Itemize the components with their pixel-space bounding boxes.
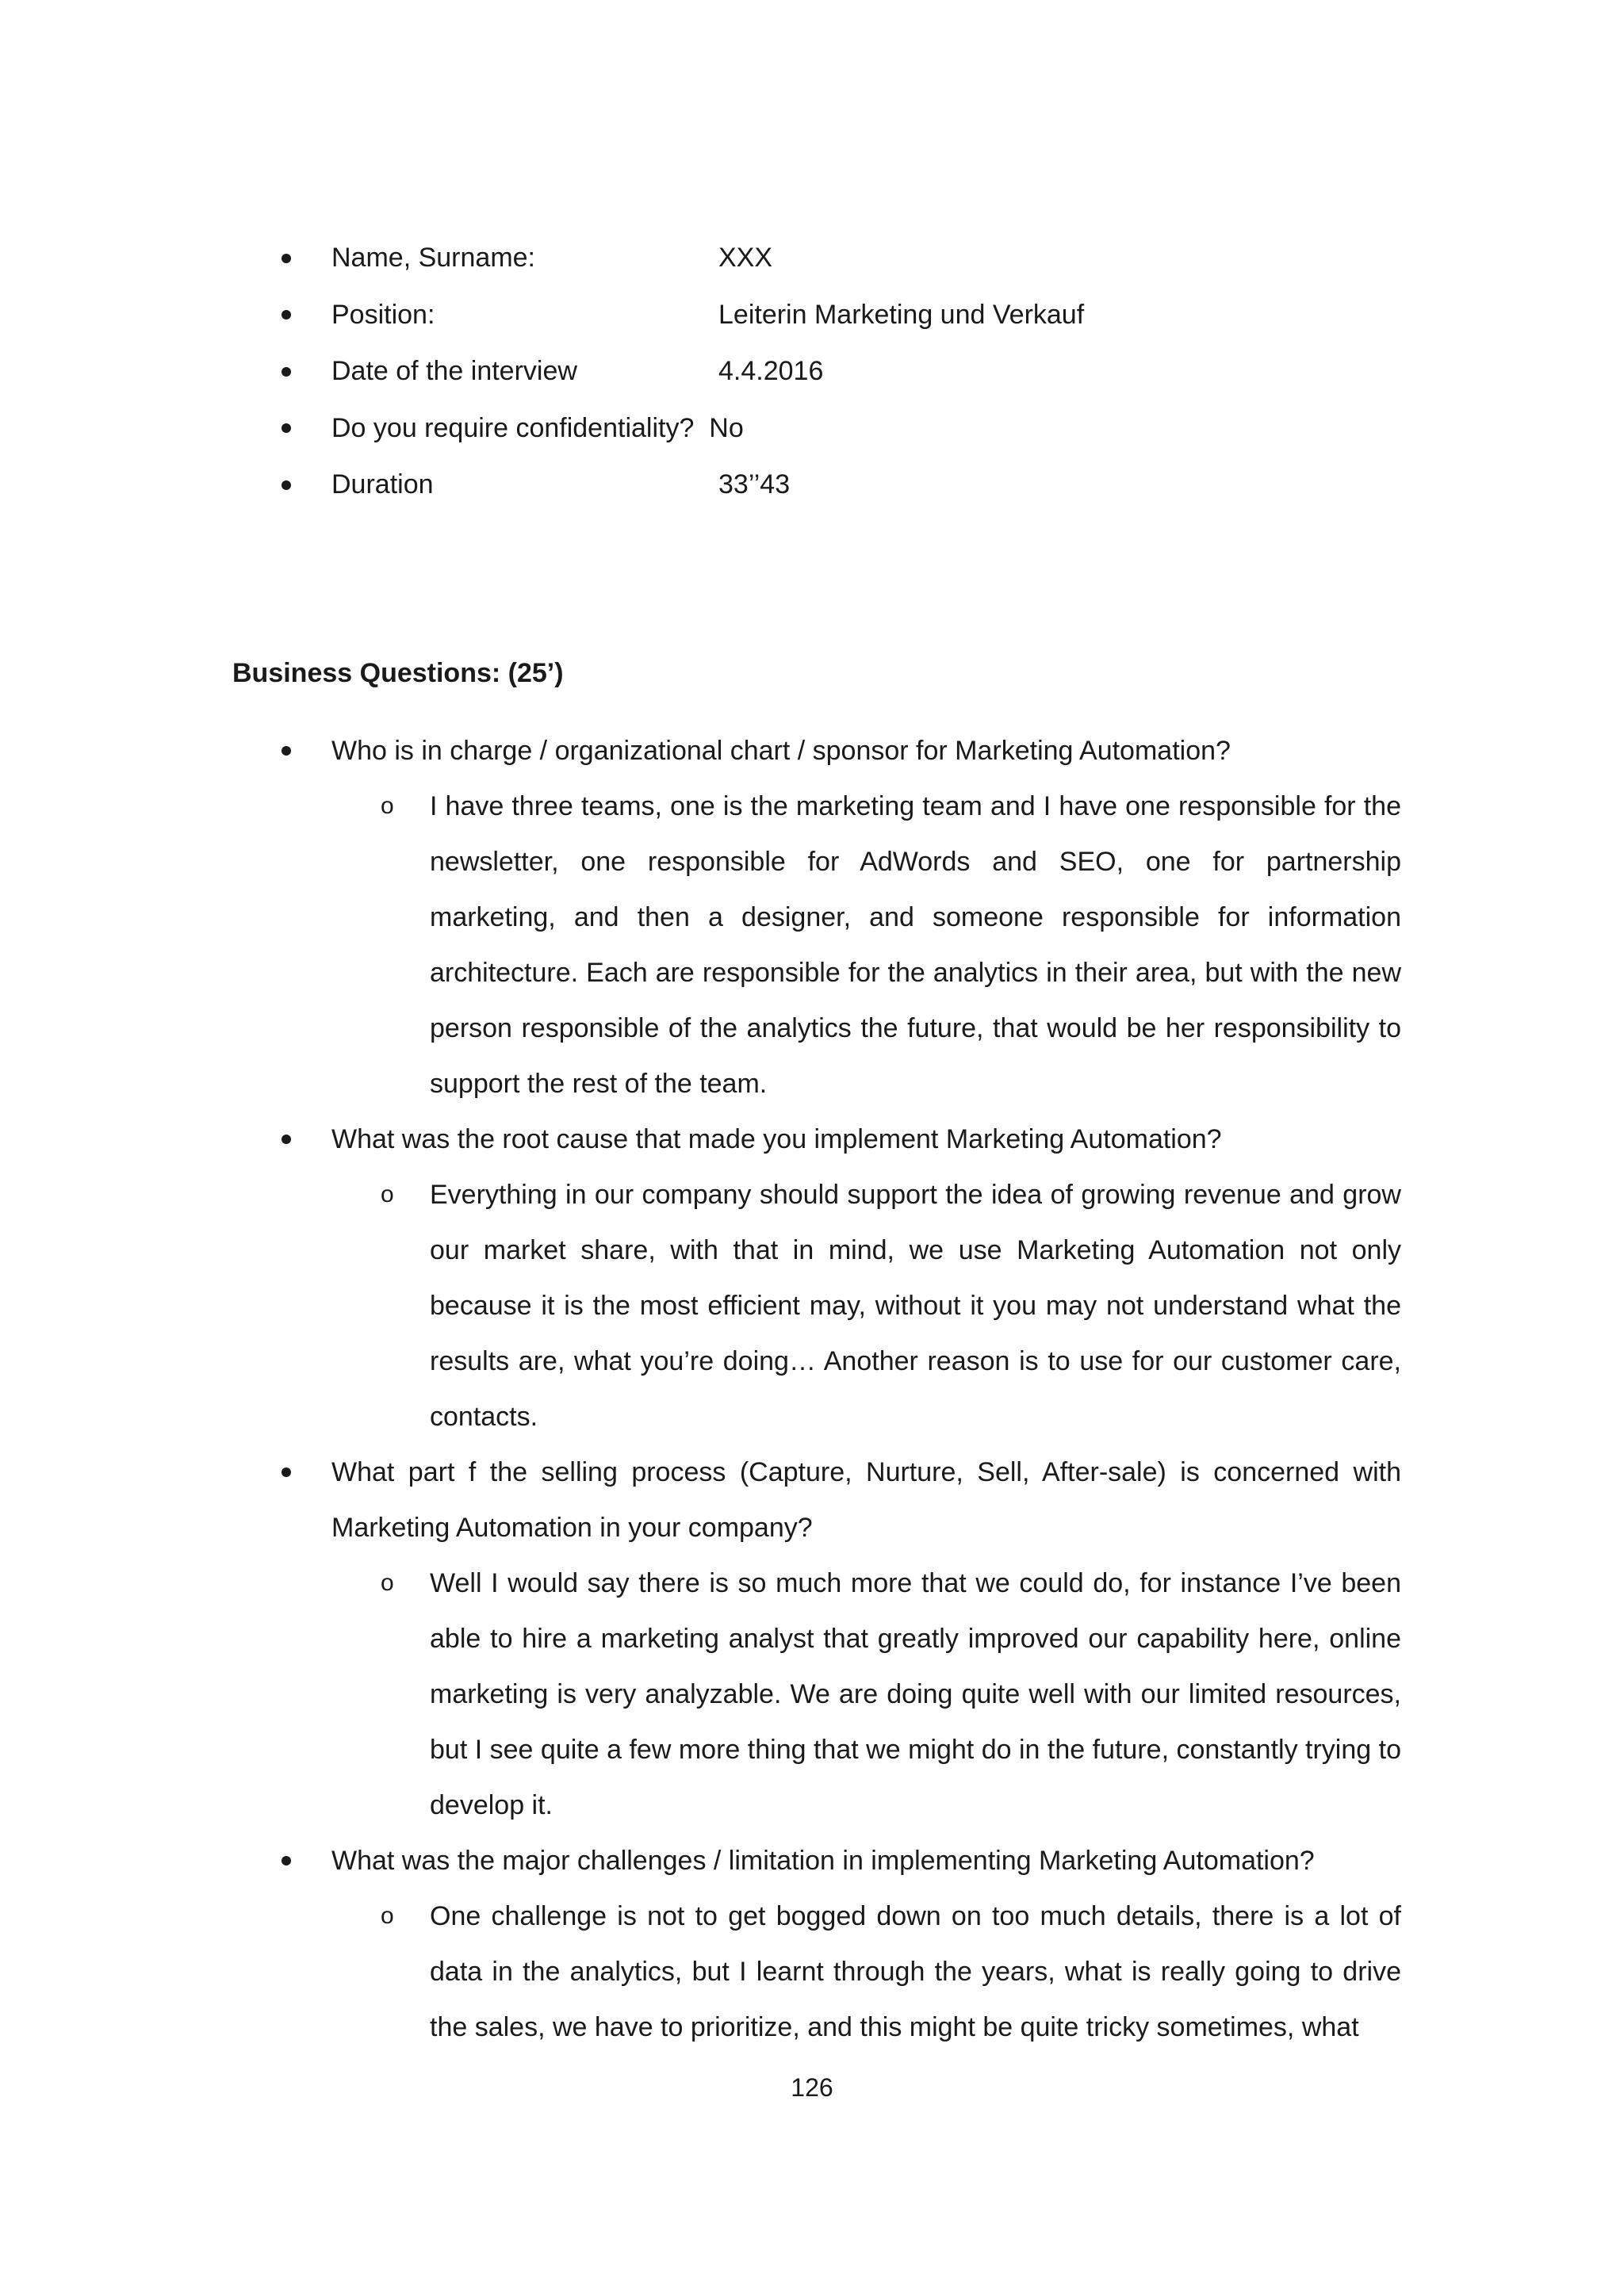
info-value: No [709,412,744,443]
info-value: Leiterin Marketing und Verkauf [718,299,1085,330]
info-row-name [282,230,1392,287]
bullet-icon [282,423,291,433]
info-label: Duration [331,469,434,500]
info-row-confidentiality [282,400,1392,457]
info-label-text: Do you require confidentiality? [331,412,695,443]
section-title: Business Questions: (25’) [232,658,564,688]
question-text: What part f the selling process (Capture, Nurture, Sell, After-sale) is concerned with Marketing Automation in your company? [331,1457,1401,1543]
info-value: 33’’43 [718,469,791,500]
info-value: XXX [718,243,773,274]
question-text: What was the root cause that made you implement Marketing Automation? [331,1124,1222,1154]
page-number: 126 [791,2073,833,2102]
bullet-icon [282,746,291,756]
circle-bullet-icon: o [381,1181,394,1207]
question-text: What was the major challenges / limitation in implementing Marketing Automation? [331,1846,1315,1876]
answer-item [381,1167,1401,1445]
bullet-icon [282,480,291,490]
answer-item [381,779,1401,1112]
info-row-date [282,343,1392,400]
info-label [331,413,744,444]
bullet-icon [282,310,291,320]
question-item [282,723,1401,779]
question-item [282,1833,1401,1888]
interview-info-list [282,230,1392,514]
question-item [282,1112,1401,1167]
answer-item [381,1556,1401,1833]
answer-text: One challenge is not to get bogged down on too much details, there is a lot of data in the analytics, but I learnt through the years, what is really going to drive the sales, we have to prioritize, and this might be quite tricky sometimes, what [430,1901,1401,2042]
bullet-icon [282,1135,291,1144]
info-label: Name, Surname: [331,243,535,274]
bullet-icon [282,254,291,263]
bullet-icon [282,367,291,377]
bullet-icon [282,1468,291,1477]
answer-text: Well I would say there is so much more that we could do, for instance I’ve been able to hire a marketing analyst that greatly improved our capability here, online marketing is very analyzable. We are doing quite well with our limited resources, but I see quite a few more thing that we might do in the future, constantly trying to develop it. [430,1568,1401,1820]
info-value: 4.4.2016 [718,356,824,387]
info-row-duration [282,457,1392,514]
circle-bullet-icon: o [381,793,394,819]
bullet-icon [282,1856,291,1866]
circle-bullet-icon: o [381,1903,394,1929]
answer-item [381,1888,1401,2055]
info-row-position [282,287,1392,344]
info-label: Position: [331,299,435,330]
info-label: Date of the interview [331,356,577,387]
answer-text: Everything in our company should support the idea of growing revenue and grow our market share, with that in mind, we use Marketing Automation not only because it is the most efficient may, without it you may not understand what the results are, what you’re doing… Another reason is to use for our customer care, contacts. [430,1180,1401,1432]
questions-list [282,723,1401,2055]
answer-text: I have three teams, one is the marketing team and I have one responsible for the newsletter, one responsible for AdWords and SEO, one for partnership marketing, and then a designer, and someone responsible for information architecture. Each are responsible for the analytics in their area, but with the new person responsible of the analytics the future, that would be her responsibility to support the rest of the team. [430,791,1401,1099]
question-text: Who is in charge / organizational chart / sponsor for Marketing Automation? [331,736,1231,766]
question-item [282,1445,1401,1556]
circle-bullet-icon: o [381,1570,394,1596]
